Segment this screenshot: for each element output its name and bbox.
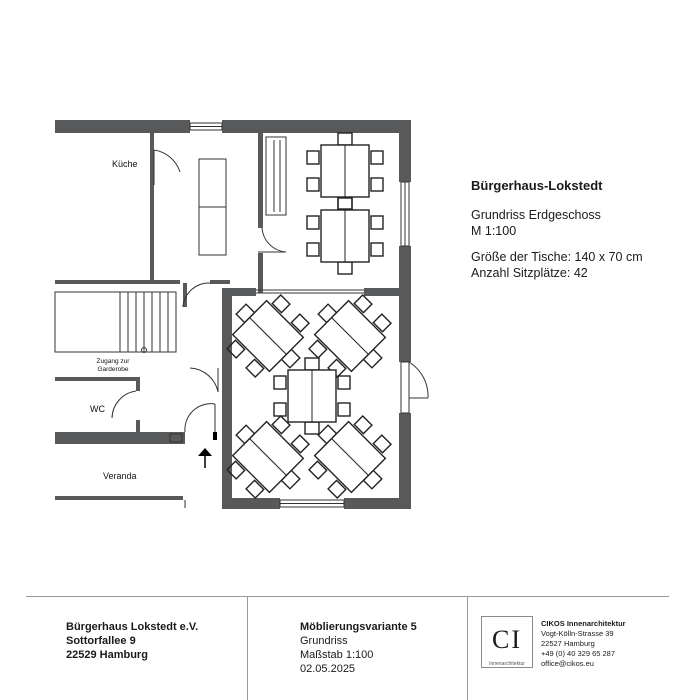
client-name: Bürgerhaus Lokstedt e.V. [66, 621, 199, 633]
label-zugang-1: Zugang zur [96, 358, 130, 365]
table-size: Größe der Tische: 140 x 70 cm [471, 250, 643, 264]
variant-date: 02.05.2025 [300, 663, 356, 675]
table-hall-center [274, 358, 350, 434]
wall-veranda-south [55, 496, 183, 500]
variant-scale: Maßstab 1:100 [300, 649, 374, 661]
door-swing-veranda [185, 404, 215, 432]
client-street: Sottorfallee 9 [66, 635, 136, 647]
wall-right-lower [399, 413, 411, 509]
variant-info [300, 620, 417, 676]
label-zugang-2: Garderobe [97, 366, 129, 373]
label-wc: WC [90, 404, 105, 414]
client-address [66, 620, 198, 662]
building-title: Bürgerhaus-Lokstedt [471, 178, 603, 193]
wall-veranda-north [55, 432, 185, 444]
company-email: office@cikos.eu [541, 659, 594, 668]
company-logo [481, 616, 533, 668]
door-swing-corridor [183, 283, 210, 307]
entrance-marker [213, 432, 217, 440]
label-kueche: Küche [112, 159, 138, 169]
door-swing-right [409, 362, 428, 398]
wall-hall-top-left [222, 288, 256, 296]
wall-kitchen-west [150, 133, 154, 283]
footer-separator-2 [467, 596, 468, 700]
variant-title: Möblierungsvariante 5 [300, 621, 417, 633]
wall-top-left [55, 120, 190, 133]
company-info [541, 619, 626, 669]
company-phone: +49 (0) 40 329 65 287 [541, 649, 616, 658]
wall-hall-west [222, 288, 232, 509]
label-veranda: Veranda [103, 471, 137, 481]
company-street: Vogt-Kölln-Strasse 39 [541, 629, 614, 638]
staircase [55, 292, 176, 353]
seat-count: Anzahl Sitzplätze: 42 [471, 266, 588, 280]
wall-divider-lower [258, 253, 263, 293]
plan-name: Grundriss Erdgeschoss [471, 208, 601, 222]
wall-bottom-right [344, 498, 411, 509]
wall-right-middle [399, 246, 411, 362]
plan-scale: M 1:100 [471, 224, 517, 238]
tables [214, 133, 403, 511]
door-frame-right [401, 362, 409, 413]
logo-subtitle: Innenarchitektur [489, 661, 525, 667]
door-swing-zugang [190, 368, 218, 392]
wall-hall-top-right [364, 288, 401, 296]
door-swing-kitchen [154, 150, 180, 172]
wall-unit [266, 137, 286, 215]
wall-divider-upper [258, 133, 263, 228]
footer-divider [26, 596, 669, 597]
info-block [471, 178, 686, 281]
footer-separator-1 [247, 596, 248, 700]
logo-mark: CI [492, 625, 522, 654]
company-name: CIKOS Innenarchitektur [541, 619, 626, 628]
wall-top-right [222, 120, 411, 133]
table-second [307, 198, 383, 274]
wall-right-upper [399, 120, 411, 182]
wall-kitchen-bottom-left [55, 280, 180, 284]
title-block [0, 596, 694, 700]
door-swing-divider [262, 228, 286, 252]
company-city: 22527 Hamburg [541, 639, 595, 648]
wall-kitchen-bottom-right [210, 280, 230, 284]
wall-wc-east-top [136, 377, 140, 391]
door-swing-wc [112, 391, 136, 418]
variant-type: Grundriss [300, 635, 348, 647]
entrance-arrowhead [198, 448, 212, 456]
client-city: 22529 Hamburg [66, 649, 148, 661]
wall-wc-top [55, 377, 139, 381]
wall-wc-east-bottom [136, 420, 140, 434]
